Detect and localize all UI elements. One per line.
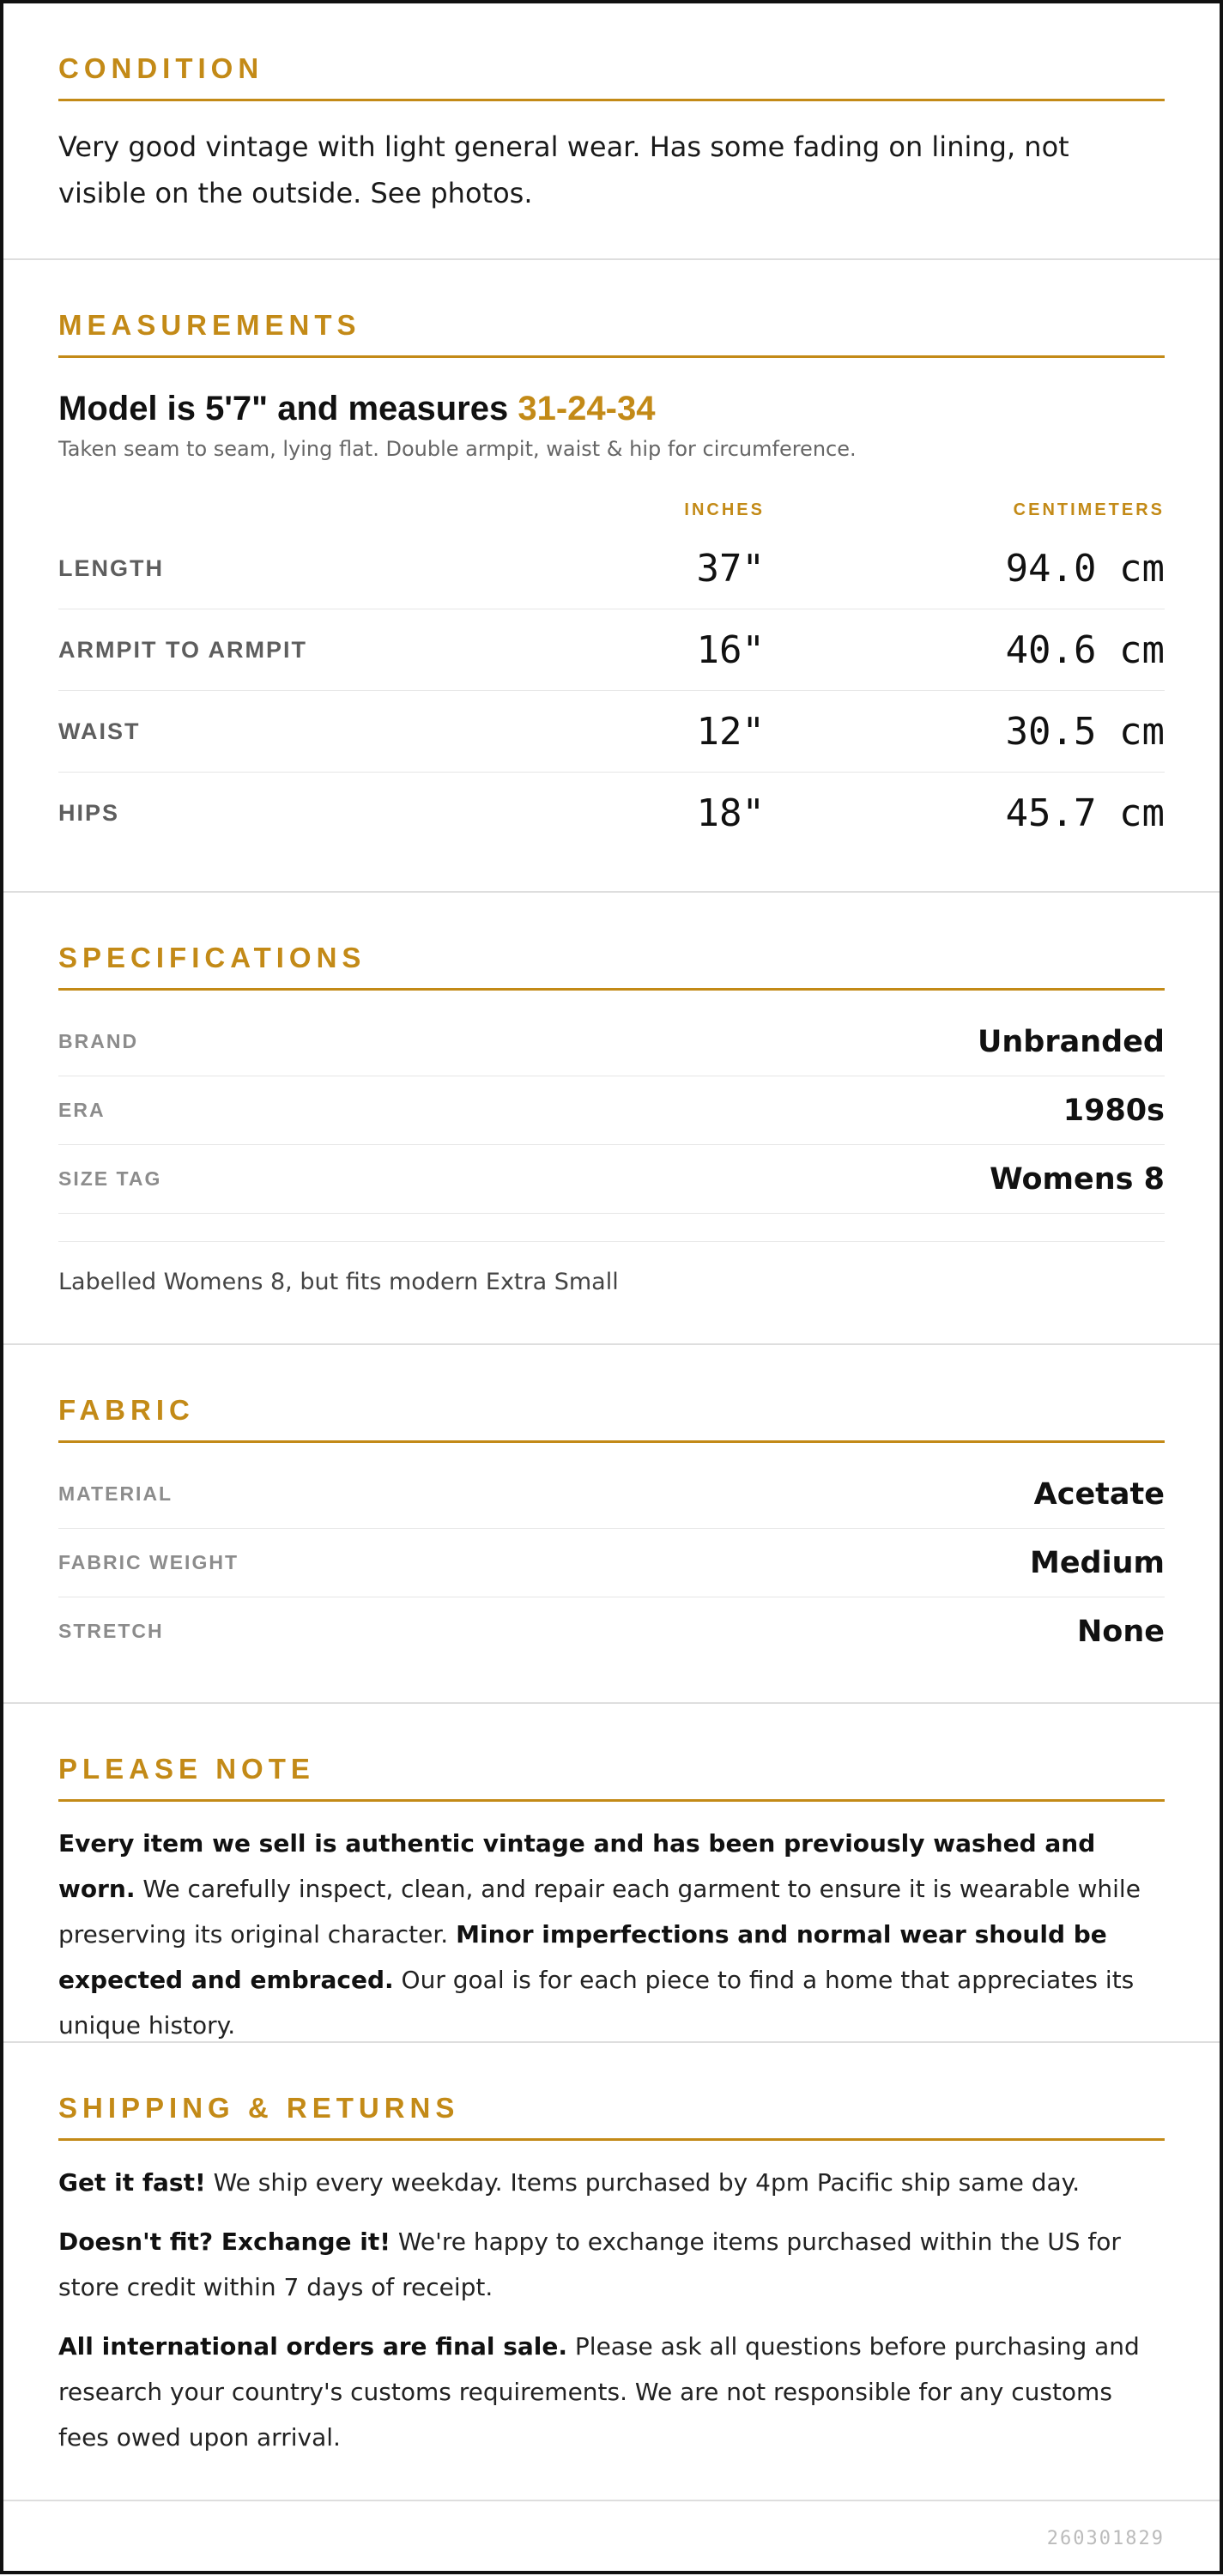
- measurement-row-hips: [58, 773, 1165, 853]
- please-note-heading: PLEASE NOTE: [58, 1704, 1165, 1802]
- fabric-label: STRETCH: [58, 1620, 164, 1642]
- measurement-inches: 18": [696, 791, 765, 835]
- measurement-cm: 94.0 cm: [1005, 546, 1165, 591]
- spec-row-size-tag: [58, 1145, 1165, 1214]
- measurement-label: WAIST: [58, 718, 141, 744]
- condition-section: [3, 3, 1220, 260]
- spec-row-era: [58, 1076, 1165, 1145]
- condition-heading: CONDITION: [58, 3, 1165, 101]
- shipping-exchange-text: We're happy to exchange items purchased within the US for store credit within 7 days of receipt.: [58, 2227, 1121, 2301]
- please-note-bold-1: Every item we sell is authentic vintage and has been previously washed and worn.: [58, 1829, 1096, 1903]
- specifications-list: [58, 1008, 1165, 1214]
- measurement-cm: 40.6 cm: [1005, 627, 1165, 672]
- shipping-fast-bold: Get it fast!: [58, 2168, 206, 2197]
- please-note-text-2: Our goal is for each piece to find a home that appreciates its unique history.: [58, 1966, 1135, 2040]
- fabric-label: MATERIAL: [58, 1482, 173, 1505]
- shipping-fast-paragraph: [58, 2160, 1165, 2205]
- measurement-label: HIPS: [58, 799, 120, 826]
- measurements-section: [3, 260, 1220, 893]
- model-measurements-value: 31-24-34: [518, 390, 656, 427]
- fabric-list: [58, 1460, 1165, 1665]
- column-header-centimeters: CENTIMETERS: [1013, 500, 1165, 519]
- item-id: 260301829: [1046, 2528, 1165, 2549]
- spec-value: Womens 8: [990, 1161, 1165, 1197]
- size-tag-note: Labelled Womens 8, but fits modern Extra Small: [58, 1269, 619, 1295]
- spec-label: ERA: [58, 1099, 106, 1121]
- shipping-exchange-bold: Doesn't fit? Exchange it!: [58, 2227, 391, 2256]
- measurement-row-armpit: [58, 609, 1165, 691]
- specifications-section: [3, 893, 1220, 1345]
- spec-value: Unbranded: [977, 1024, 1165, 1059]
- measurement-inches: 12": [696, 709, 765, 754]
- fabric-label: FABRIC WEIGHT: [58, 1551, 239, 1573]
- shipping-exchange-paragraph: [58, 2219, 1165, 2310]
- fabric-section: [3, 1345, 1220, 1704]
- fabric-value: Medium: [1029, 1545, 1165, 1580]
- measurement-inches: 37": [696, 546, 765, 591]
- shipping-fast-text: We ship every weekday. Items purchased by 4pm Pacific ship same day.: [205, 2168, 1081, 2197]
- condition-text: Very good vintage with light general wear. Has some fading on lining, not visible on the outside. See photos.: [58, 130, 1069, 209]
- shipping-international-bold: All international orders are final sale.: [58, 2332, 568, 2361]
- measurement-row-length: [58, 528, 1165, 609]
- fabric-value: Acetate: [1033, 1476, 1165, 1512]
- measurements-table: [58, 528, 1165, 853]
- measurement-cm: 45.7 cm: [1005, 791, 1165, 835]
- measurements-note: Taken seam to seam, lying flat. Double armpit, waist & hip for circumference.: [58, 437, 857, 461]
- footer: [3, 2501, 1220, 2576]
- measurements-heading: MEASUREMENTS: [58, 260, 1165, 358]
- shipping-section: [3, 2043, 1220, 2501]
- spec-value: 1980s: [1063, 1093, 1165, 1128]
- measurement-inches: 16": [696, 627, 765, 672]
- please-note-text: [58, 1821, 1165, 2043]
- model-prefix: Model is 5'7" and measures: [58, 390, 518, 427]
- measurement-label: LENGTH: [58, 555, 164, 581]
- please-note-section: [3, 1704, 1220, 2043]
- shipping-international-text: Please ask all questions before purchasing and research your country's customs requirements. We are not responsible for any customs fees owed upon arrival.: [58, 2332, 1140, 2452]
- please-note-bold-2: Minor imperfections and normal wear should be expected and embraced.: [58, 1920, 1107, 1994]
- fabric-value: None: [1077, 1614, 1165, 1649]
- measurement-cm: 30.5 cm: [1005, 709, 1165, 754]
- model-measurements-line: [58, 389, 1165, 428]
- fabric-row-material: [58, 1460, 1165, 1529]
- fabric-heading: FABRIC: [58, 1345, 1165, 1443]
- specifications-heading: SPECIFICATIONS: [58, 893, 1165, 991]
- spec-row-brand: [58, 1008, 1165, 1076]
- fabric-row-stretch: [58, 1597, 1165, 1665]
- spec-label: SIZE TAG: [58, 1167, 162, 1190]
- measurement-row-waist: [58, 691, 1165, 773]
- measurement-label: ARMPIT TO ARMPIT: [58, 636, 307, 663]
- fabric-row-weight: [58, 1529, 1165, 1597]
- shipping-heading: SHIPPING & RETURNS: [58, 2043, 1165, 2141]
- column-header-inches: INCHES: [684, 500, 765, 519]
- spec-label: BRAND: [58, 1030, 139, 1052]
- measurements-table-header: [58, 492, 1165, 528]
- shipping-international-paragraph: [58, 2324, 1165, 2460]
- please-note-text-1: We carefully inspect, clean, and repair each garment to ensure it is wearable while preserving its original character.: [58, 1875, 1141, 1949]
